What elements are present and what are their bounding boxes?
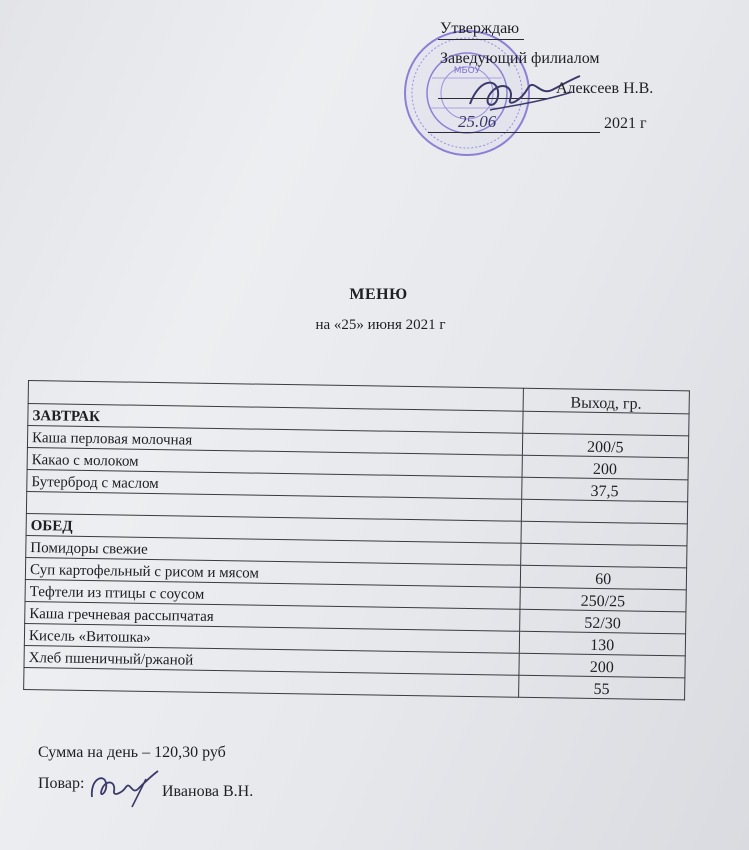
output-cell (521, 521, 688, 546)
date-line (428, 132, 600, 133)
approve-label: Утверждаю (440, 20, 520, 37)
approver-position: Заведующий филиалом (440, 50, 600, 67)
dish-name-cell: Какао с молоком (27, 447, 522, 477)
output-cell: 200/5 (522, 433, 689, 458)
output-cell: 60 (520, 565, 687, 590)
header-output-cell: Выход, гр. (523, 388, 690, 414)
output-cell (521, 499, 688, 524)
dish-name-cell: Кисель «Витошка» (24, 623, 519, 653)
section-breakfast: ЗАВТРАК (28, 404, 523, 434)
dish-name-cell: Каша гречневая рассыпчатая (25, 601, 520, 631)
output-cell: 200 (519, 653, 686, 678)
section-lunch: ОБЕД (26, 513, 521, 543)
approval-year: 2021 г (604, 115, 647, 132)
menu-table (23, 380, 690, 700)
approval-date-handwritten: 25.06 (458, 112, 497, 131)
dish-name-cell: Каша перловая молочная (27, 426, 522, 456)
dish-name-cell: Суп картофельный с рисом и мясом (25, 557, 520, 587)
dish-name-cell: Помидоры свежие (26, 535, 521, 565)
cook-signature-block (38, 775, 338, 805)
output-cell (520, 543, 687, 568)
cook-name: Иванова В.Н. (162, 783, 254, 800)
cook-signature (86, 769, 162, 809)
output-cell: 37,5 (521, 477, 688, 502)
dish-name-cell: Тефтели из птицы с соусом (25, 579, 520, 609)
output-cell: 200 (522, 455, 689, 480)
stamp-text: МБОУ (453, 66, 481, 76)
cook-label: Повар: (38, 775, 85, 792)
output-cell: 130 (519, 631, 686, 656)
output-cell: 55 (518, 675, 685, 700)
approver-name: Алексеев Н.В. (556, 80, 654, 97)
approval-block (400, 14, 720, 164)
output-cell: 250/25 (520, 587, 687, 612)
approve-underline (438, 39, 524, 40)
output-cell: 52/30 (519, 609, 686, 634)
daily-total: Сумма на день – 120,30 руб (38, 744, 226, 761)
dish-name-cell: Бутерброд с маслом (27, 469, 522, 499)
page-title: МЕНЮ (349, 286, 408, 303)
page-subtitle: на «25» июня 2021 г (315, 317, 446, 333)
output-cell (522, 411, 689, 436)
dish-name-cell: Хлеб пшеничный/ржаной (24, 645, 519, 675)
